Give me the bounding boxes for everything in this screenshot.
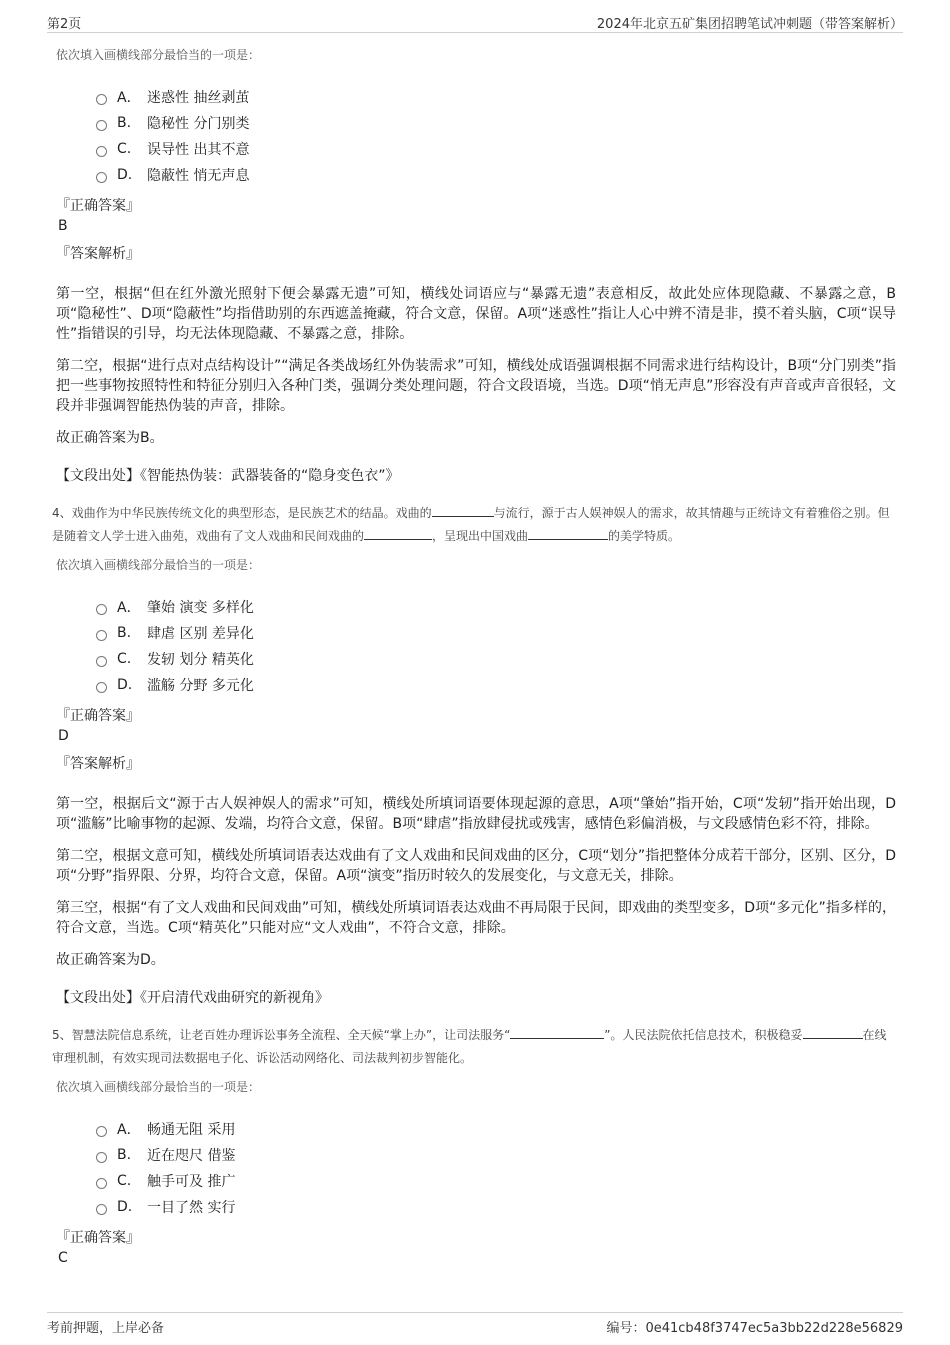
option-letter: B. [117,1147,132,1163]
option-text: 一目了然 实行 [147,1200,236,1216]
option-letter: D. [117,1199,133,1215]
answer-label: 『正确答案』 [56,198,140,214]
answer-value: D [58,728,69,744]
analysis-label: 『答案解析』 [56,246,140,262]
option-c[interactable] [96,1168,896,1194]
analysis-label: 『答案解析』 [56,756,140,772]
option-text: 误导性 出其不意 [147,142,250,158]
stem-text: 与流行，源于古人娱神娱人的需求，故其情趣与正统诗文有着雅俗之别。但是随着文人学士进入曲苑，戏曲有了文人戏曲和民间戏曲的 [52,506,890,543]
radio-icon[interactable] [96,1178,107,1189]
stem-text: ，呈现出中国戏曲 [432,529,529,543]
answer-label: 『正确答案』 [56,1230,140,1246]
analysis-paragraph: 第一空，根据“但在红外激光照射下便会暴露无遗”可知，横线处词语应与“暴露无遗”表意相反，故此处应体现隐藏、不暴露之意，B项“隐秘性”、D项“隐蔽性”均指借助别的东西遮盖掩藏，符合文意，保留。A项“迷惑性”指让人心中辨不清是非，摸不着头脑，C项“误导性”指错误的引导，均无法体现隐藏、不暴露之意，排除。 [56,286,896,342]
fill-blank [510,1026,604,1039]
page-header [47,10,903,33]
question-3-continued [56,46,896,486]
option-a[interactable] [96,1116,896,1142]
radio-icon[interactable] [96,1126,107,1137]
option-text: 畅通无阻 采用 [147,1122,236,1138]
option-a[interactable] [96,594,896,620]
option-letter: C. [117,651,132,667]
option-letter: C. [117,141,132,157]
radio-icon[interactable] [96,1204,107,1215]
option-letter: A． [117,90,141,106]
instruction-text: 依次填入画横线部分最恰当的一项是： [56,558,261,572]
fill-blank [432,504,494,517]
option-text: 肆虐 区别 差异化 [147,626,254,642]
option-text: 隐蔽性 悄无声息 [147,168,250,184]
analysis-paragraph: 第二空，根据“进行点对点结构设计”“满足各类战场红外伪装需求”可知，横线处成语强调根据不同需求进行结构设计，B项“分门别类”指把一些事物按照特性和特征分别归入各种门类，强调分类处理问题，符合文段语境，当选。D项“悄无声息”形容没有声音或声音很轻，文段并非强调智能热伪装的声音，排除。 [56,358,896,414]
question-5 [52,1024,896,1268]
radio-icon[interactable] [96,656,107,667]
option-list [96,84,896,188]
option-letter: A． [117,1122,141,1138]
option-b[interactable] [96,620,896,646]
option-text: 迷惑性 抽丝剥茧 [147,90,250,106]
stem-text: 在线审理机制，有效实现司法数据电子化、诉讼活动网络化、司法裁判初步智能化。 [52,1028,887,1065]
fill-blank [803,1026,863,1039]
source-citation: 【文段出处】《开启清代戏曲研究的新视角》 [56,990,329,1006]
radio-icon[interactable] [96,146,107,157]
stem-text: 的美学特质。 [608,529,681,543]
analysis-paragraph: 第一空，根据后文“源于古人娱神娱人的需求”可知，横线处所填词语要体现起源的意思，A项“肇始”指开始，C项“发轫”指开始出现，D项“滥觞”比喻事物的起源、发端，均符合文意，保留。B项“肆虐”指放肆侵扰或残害，感情色彩偏消极，与文段感情色彩不符，排除。 [56,796,896,832]
stem-text: 5、智慧法院信息系统，让老百姓办理诉讼事务全流程、全天候“掌上办”，让司法服务“ [52,1028,511,1042]
source-citation: 【文段出处】《智能热伪装：武器装备的“隐身变色衣”》 [56,468,400,484]
question-4 [52,502,896,1008]
page-footer [47,1312,903,1339]
radio-icon[interactable] [96,604,107,615]
option-list [96,1116,896,1220]
option-text: 滥觞 分野 多元化 [147,678,254,694]
document-serial: 编号：0e41cb48f3747ec5a3bb22d228e56829 [606,1321,903,1336]
analysis-paragraph: 第三空，根据“有了文人戏曲和民间戏曲”可知，横线处所填词语表达戏曲不再局限于民间，即戏曲的类型变多，D项“多元化”指多样的，符合文意，当选。C项“精英化”只能对应“文人戏曲”，不符合文意，排除。 [56,900,896,936]
fill-blank [528,527,608,540]
option-text: 触手可及 推广 [147,1174,236,1190]
option-c[interactable] [96,136,896,162]
radio-icon[interactable] [96,630,107,641]
answer-value: C [58,1250,68,1266]
stem-text: ”。人民法院依托信息技术，积极稳妥 [604,1028,803,1042]
question-stem [52,1024,896,1070]
option-letter: A． [117,600,141,616]
question-stem [52,502,896,548]
option-text: 近在咫尺 借鉴 [147,1148,236,1164]
instruction-text: 依次填入画横线部分最恰当的一项是： [56,1080,261,1094]
instruction-text: 依次填入画横线部分最恰当的一项是： [56,48,261,62]
page-number: 第2页 [47,17,82,32]
radio-icon[interactable] [96,172,107,183]
option-d[interactable] [96,672,896,698]
fill-blank [364,527,432,540]
radio-icon[interactable] [96,1152,107,1163]
analysis-conclusion: 故正确答案为B。 [56,430,164,446]
stem-text: 4、戏曲作为中华民族传统文化的典型形态，是民族艺术的结晶。戏曲的 [52,506,432,520]
option-a[interactable] [96,84,896,110]
option-text: 隐秘性 分门别类 [147,116,250,132]
option-letter: B. [117,625,132,641]
option-c[interactable] [96,646,896,672]
footer-slogan: 考前押题，上岸必备 [47,1321,165,1336]
option-letter: B. [117,115,132,131]
page-content [52,40,896,1268]
radio-icon[interactable] [96,120,107,131]
radio-icon[interactable] [96,682,107,693]
option-letter: D. [117,167,133,183]
option-letter: C. [117,1173,132,1189]
answer-label: 『正确答案』 [56,708,140,724]
option-text: 肇始 演变 多样化 [147,600,254,616]
option-d[interactable] [96,162,896,188]
option-text: 发轫 划分 精英化 [147,652,254,668]
radio-icon[interactable] [96,94,107,105]
analysis-paragraph: 第二空，根据文意可知，横线处所填词语表达戏曲有了文人戏曲和民间戏曲的区分，C项“划分”指把整体分成若干部分，区别、区分，D项“分野”指界限、分界，均符合文意，保留。A项“演变”指历时较久的发展变化，与文意无关，排除。 [56,848,896,884]
option-b[interactable] [96,110,896,136]
document-title: 2024年北京五矿集团招聘笔试冲刺题（带答案解析） [596,17,903,32]
option-d[interactable] [96,1194,896,1220]
answer-value: B [58,218,68,234]
option-list [96,594,896,698]
option-letter: D. [117,677,133,693]
option-b[interactable] [96,1142,896,1168]
analysis-conclusion: 故正确答案为D。 [56,952,165,968]
